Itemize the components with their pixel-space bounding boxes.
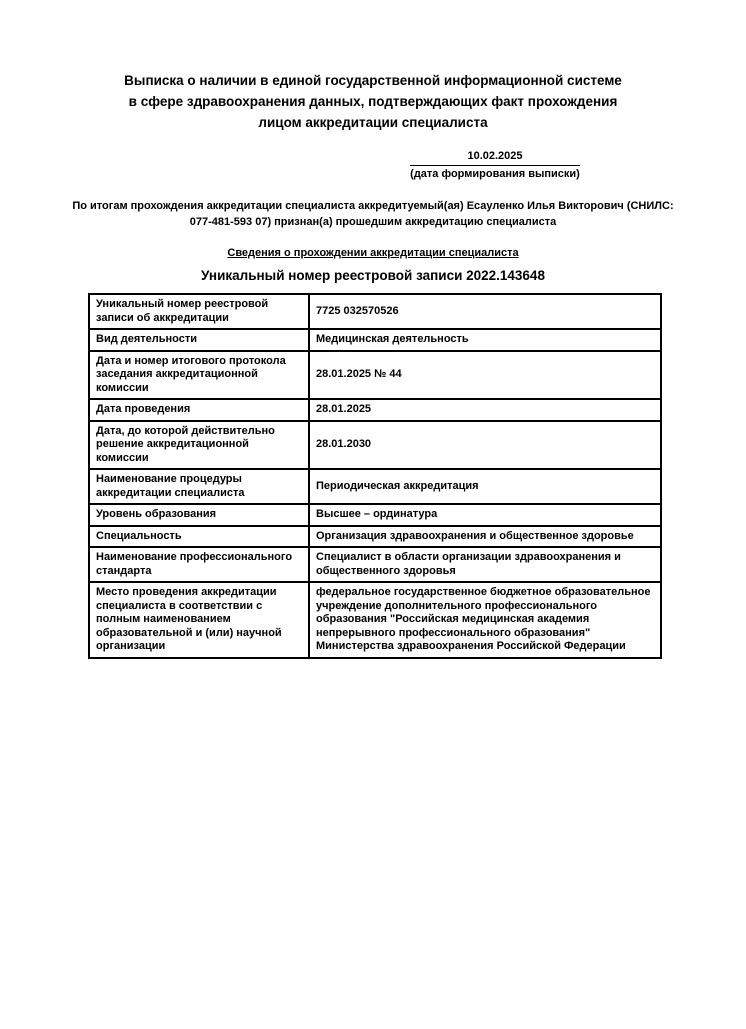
row-value-cell: Периодическая аккредитация <box>309 469 661 504</box>
table-row <box>89 504 661 526</box>
table-row <box>89 469 661 504</box>
row-label-cell: Дата и номер итогового протокола заседания аккредитационной комиссии <box>89 351 309 400</box>
row-value-cell: Высшее – ординатура <box>309 504 661 526</box>
row-value-cell: Медицинская деятельность <box>309 329 661 351</box>
row-value-cell: 28.01.2025 № 44 <box>309 351 661 400</box>
row-value-cell: 28.01.2030 <box>309 421 661 470</box>
row-label-cell: Уровень образования <box>89 504 309 526</box>
row-label-cell: Специальность <box>89 526 309 548</box>
row-label-cell: Дата проведения <box>89 399 309 421</box>
row-label-cell: Наименование процедуры аккредитации специалиста <box>89 469 309 504</box>
issue-date-value: 10.02.2025 <box>410 150 580 166</box>
table-row <box>89 351 661 400</box>
accreditation-table <box>88 293 662 659</box>
issue-date-caption: (дата формирования выписки) <box>410 168 580 180</box>
accreditation-table-body <box>89 294 661 658</box>
table-row <box>89 399 661 421</box>
document-title: Выписка о наличии в единой государственной информационной системе в сфере здравоохранения данных, подтверждающих факт прохождения лицом аккредитации специалиста <box>124 73 622 130</box>
record-number-heading: Уникальный номер реестровой записи 2022.143648 <box>201 268 545 283</box>
row-value-cell: 28.01.2025 <box>309 399 661 421</box>
table-row <box>89 526 661 548</box>
table-row <box>89 582 661 658</box>
row-value-cell: федеральное государственное бюджетное образовательное учреждение дополнительного профессионального образования "Российская медицинская академия непрерывного профессионального образования" Министерства здравоохранения Российской Федерации <box>309 582 661 658</box>
row-label-cell: Вид деятельности <box>89 329 309 351</box>
section-heading: Сведения о прохождении аккредитации специалиста <box>227 247 519 259</box>
issue-date-block <box>410 150 580 181</box>
table-row <box>89 547 661 582</box>
table-row <box>89 294 661 329</box>
row-label-cell: Наименование профессионального стандарта <box>89 547 309 582</box>
row-value-cell: Специалист в области организации здравоохранения и общественного здоровья <box>309 547 661 582</box>
row-value-cell: 7725 032570526 <box>309 294 661 329</box>
row-value-cell: Организация здравоохранения и общественное здоровье <box>309 526 661 548</box>
table-row <box>89 421 661 470</box>
row-label-cell: Место проведения аккредитации специалиста в соответствии с полным наименованием образовательной и (или) научной организации <box>89 582 309 658</box>
intro-paragraph: По итогам прохождения аккредитации специалиста аккредитуемый(ая) Есауленко Илья Викторович (СНИЛС: 077-481-593 07) признан(а) прошедшим аккредитацию специалиста <box>72 200 674 228</box>
row-label-cell: Дата, до которой действительно решение аккредитационной комиссии <box>89 421 309 470</box>
table-row <box>89 329 661 351</box>
row-label-cell: Уникальный номер реестровой записи об аккредитации <box>89 294 309 329</box>
